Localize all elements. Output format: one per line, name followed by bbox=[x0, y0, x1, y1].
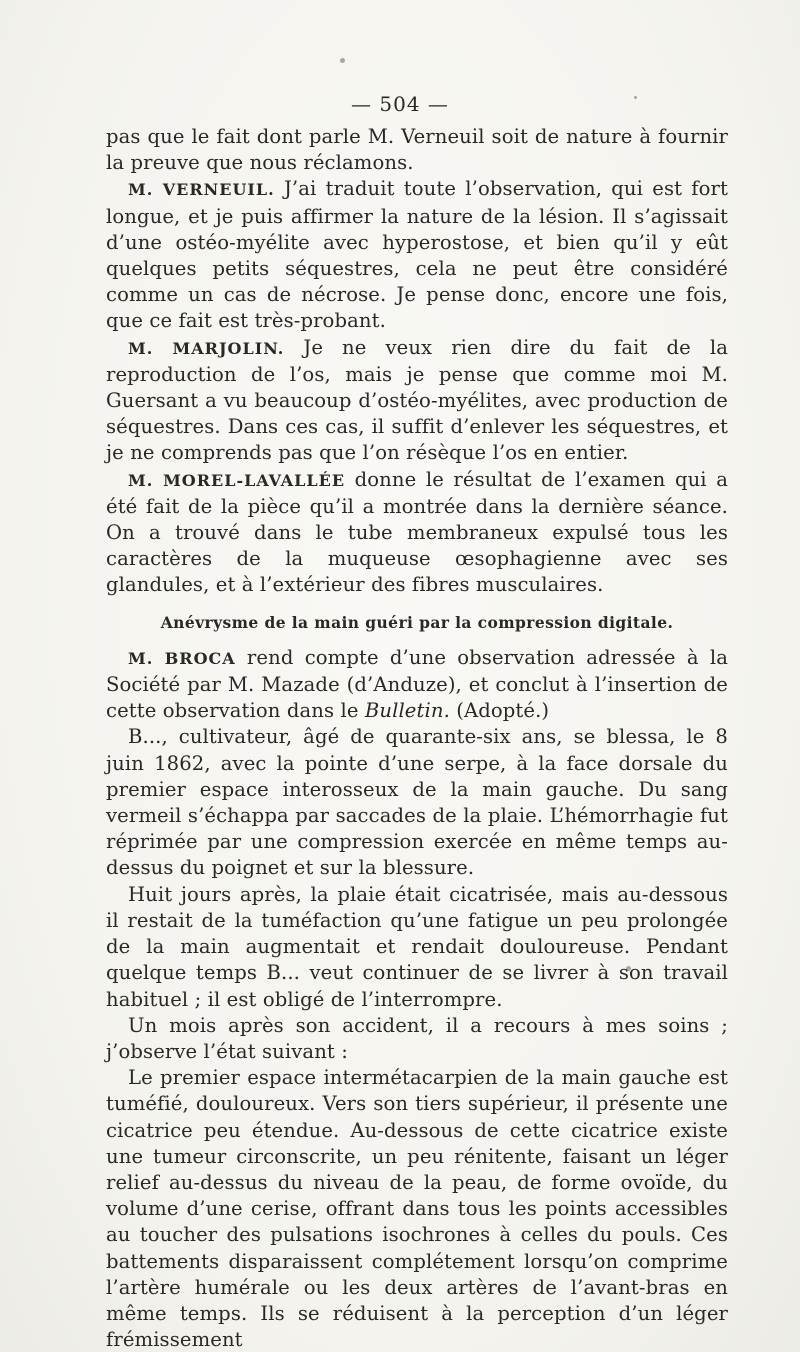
paragraph: Un mois après son accident, il a recours à mes soins ; j’observe l’état suivant : bbox=[106, 1013, 728, 1063]
paragraph-text: (Adopté.) bbox=[449, 699, 550, 723]
speaker-name: M. BROCA bbox=[128, 648, 236, 668]
paragraph-text: donne le résultat de l’examen qui a été fait de la pièce qu’il a montrée dans la dernière séance. On a trouvé dans le tube membraneux expulsé tous les caractères de la muqueuse œsophagienne avec ses glandules, et à l’extérieur des fibres musculaires. bbox=[106, 467, 728, 597]
speaker-name: M. MARJOLIN. bbox=[128, 338, 285, 358]
paragraph: pas que le fait dont parle M. Verneuil soit de nature à fournir la preuve que nous réclamons. bbox=[106, 125, 728, 175]
paragraph-text: rend compte d’une observation adressée à la Société par M. Mazade (d’Anduze), et conclut à l’insertion de cette observation dans le bbox=[106, 645, 728, 723]
section-title: Anévrysme de la main guéri par la compression digitale. bbox=[160, 612, 674, 632]
paragraph: Le premier espace intermétacarpien de la main gauche est tuméfié, douloureux. Vers son tiers supérieur, il présente une cicatrice peu étendue. Au-dessous de cette cicatrice existe une tumeur circonscrite, un peu rénitente, faisant un léger relief au-dessus du niveau de la peau, de forme ovoïde, du volume d’une cerise, offrant dans tous les points accessibles au toucher des pulsations isochrones à celles du pouls. Ces battements disparaissent complétement lorsqu’on comprime l’artère humérale ou les deux artères de l’avant-bras en même temps. Ils se réduisent à la perception d’un léger frémissement bbox=[106, 1066, 728, 1352]
paragraph bbox=[106, 176, 728, 334]
paragraph-text: Je ne veux rien dire du fait de la reproduction de l’os, mais je pense que comme moi M. Guersant a vu beaucoup d’ostéo-myélites, avec production de séquestres. Dans ces cas, il suffit d’enlever les séquestres, et je ne comprends pas que l’on résèque l’os en entier. bbox=[106, 335, 729, 465]
paragraph-text: J’ai traduit toute l’observation, qui est fort longue, et je puis affirmer la nature de la lésion. Il s’agissait d’une ostéo-myélite avec hyperostose, et bien qu’il y eût quelques petits séquestres, cela ne peut être considéré comme un cas de nécrose. Je pense donc, encore une fois, que ce fait est très-probant. bbox=[106, 177, 728, 333]
paragraph bbox=[106, 335, 728, 467]
paper-speck bbox=[340, 58, 345, 63]
body-text bbox=[106, 124, 728, 1352]
speaker-name: M. MOREL-LAVALLÉE bbox=[128, 470, 346, 490]
paragraph: B..., cultivateur, âgé de quarante-six ans, se blessa, le 8 juin 1862, avec la pointe d’une serpe, à la face dorsale du premier espace interosseux de la main gauche. Du sang vermeil s’échappa par saccades de la plaie. L’hémorrhagie fut réprimée par une compression exercée en même temps au-dessus du poignet et sur la blessure. bbox=[106, 725, 728, 880]
page-number: — 504 — bbox=[351, 92, 449, 116]
paragraph: Huit jours après, la plaie était cicatrisée, mais au-dessous il restait de la tuméfaction qu’une fatigue un peu prolongée de la main augmentait et rendait douloureuse. Pendant quelque temps B... veut continuer de se livrer à son travail habituel ; il est obligé de l’interrompre. bbox=[106, 882, 728, 1011]
bulletin-italic: Bulletin. bbox=[364, 699, 450, 723]
speaker-name: M. VERNEUIL. bbox=[128, 180, 275, 200]
paragraph bbox=[106, 467, 728, 599]
paragraph bbox=[106, 645, 728, 725]
